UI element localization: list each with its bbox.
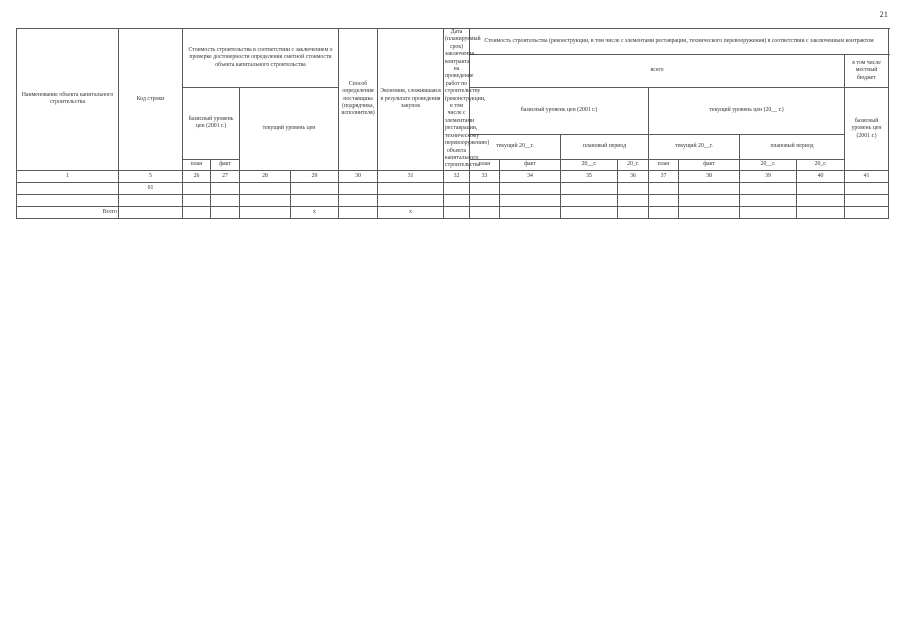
table-cell: [561, 182, 618, 194]
header-plan: план: [183, 159, 211, 170]
total-row: [17, 206, 889, 218]
header-year-b: 20_г.: [618, 159, 649, 170]
column-number: 31: [378, 170, 444, 182]
column-number: 30: [339, 170, 378, 182]
row-code: [119, 206, 183, 218]
table-cell: [797, 182, 845, 194]
column-number: 26: [183, 170, 211, 182]
column-number: 41: [845, 170, 889, 182]
table-cell: [845, 194, 889, 206]
table-cell: [470, 206, 500, 218]
table-cell: [797, 194, 845, 206]
table-cell: [679, 194, 740, 206]
header-cost-verified: Стоимость строительства в соответствии с заключением о проверке достоверности определения сметной стоимости объекта капитального строительства: [183, 29, 339, 88]
header-base-price-level: базисный уровень цен (2001 г.): [183, 88, 240, 160]
table-cell: [740, 194, 797, 206]
header-plan-a: план: [470, 159, 500, 170]
row-object-name: [17, 182, 119, 194]
header-fact: факт: [211, 159, 240, 170]
table-cell: [740, 206, 797, 218]
table-cell: [183, 182, 211, 194]
table-cell: [500, 206, 561, 218]
column-number: 27: [211, 170, 240, 182]
table-cell: [679, 206, 740, 218]
total-label: Всего: [17, 206, 119, 218]
column-number: 38: [679, 170, 740, 182]
table-cell: [378, 194, 444, 206]
header-current-price-level: текущий уровень цен: [240, 88, 339, 171]
table-cell: [183, 194, 211, 206]
header-planned-period-a: плановый период: [561, 134, 649, 159]
table-cell: [444, 182, 470, 194]
construction-cost-table: [16, 28, 889, 219]
column-number: 36: [618, 170, 649, 182]
table-cell: [339, 182, 378, 194]
table-cell: [500, 194, 561, 206]
column-number: 39: [740, 170, 797, 182]
page-number: 21: [879, 9, 888, 19]
table-cell: [339, 206, 378, 218]
table-cell: [211, 194, 240, 206]
column-number: 34: [500, 170, 561, 182]
header-planned-period-b: плановый период: [740, 134, 845, 159]
table-cell: [845, 206, 889, 218]
header-row-code: Код строки: [119, 29, 183, 171]
row-object-name: [17, 194, 119, 206]
table-cell: [649, 182, 679, 194]
table-cell: [649, 194, 679, 206]
table-cell: [291, 194, 339, 206]
header-local-budget: в том числе местный бюджет: [845, 55, 889, 88]
header-total-current-level: текущий уровень цен (20__ г.): [649, 88, 845, 135]
row-code: [119, 194, 183, 206]
table-cell: [561, 194, 618, 206]
table-cell: [618, 182, 649, 194]
table-cell: [240, 194, 291, 206]
table-cell: [240, 206, 291, 218]
table-cell: [378, 182, 444, 194]
header-fact-b: факт: [679, 159, 740, 170]
column-number: 33: [470, 170, 500, 182]
row-code: 01: [119, 182, 183, 194]
table-cell: [291, 182, 339, 194]
column-number: 5: [119, 170, 183, 182]
column-number: 1: [17, 170, 119, 182]
header-fact-a: факт: [500, 159, 561, 170]
table-cell: [649, 206, 679, 218]
header-contract-date: Дата (планируемый срок) заключения контракта на проведение работ по строительству (реконструкции, в том числе с элементами реставрации, техническому перевооружению) объекта капитального строительства: [445, 29, 490, 169]
column-number: 35: [561, 170, 618, 182]
table-cell: [240, 182, 291, 194]
table-cell: [339, 194, 378, 206]
header-procurement-savings: Экономия, сложившаяся в результате проведения закупок: [378, 29, 444, 171]
table-cell: [211, 182, 240, 194]
column-number: 40: [797, 170, 845, 182]
table-cell: [183, 206, 211, 218]
header-supplier-method: Способ определения поставщика (подрядчика, исполнителя): [339, 29, 378, 171]
table-cell: [444, 194, 470, 206]
table-cell: [797, 206, 845, 218]
header-object-name: Наименование объекта капитального строительства: [17, 29, 119, 171]
header-year-a: 20__г.: [561, 159, 618, 170]
table-cell: [470, 194, 500, 206]
table-cell: х: [291, 206, 339, 218]
table-cell: [444, 206, 470, 218]
column-number-row: [17, 170, 889, 182]
header-plan-b: план: [649, 159, 679, 170]
table-cell: [679, 182, 740, 194]
header-local-budget-base: базисный уровень цен (2001 г.): [845, 88, 889, 171]
header-total-base-level: базисный уровень цен (2001 г.): [470, 88, 649, 135]
table-cell: х: [378, 206, 444, 218]
column-number: 29: [291, 170, 339, 182]
table-row: [17, 194, 889, 206]
header-current-year-a: текущий 20__г.: [470, 134, 561, 159]
column-number: 32: [444, 170, 470, 182]
header-year-c: 20__г.: [740, 159, 797, 170]
header-current-year-b: текущий 20__г.: [649, 134, 740, 159]
header-year-d: 20_г.: [797, 159, 845, 170]
table-cell: [561, 206, 618, 218]
table-cell: [500, 182, 561, 194]
header-total: всего: [470, 55, 845, 88]
table-cell: [618, 194, 649, 206]
table-cell: [618, 206, 649, 218]
column-number: 37: [649, 170, 679, 182]
table-cell: [470, 182, 500, 194]
table-cell: [211, 206, 240, 218]
header-cost-per-contract: Стоимость строительства (реконструкции, в том числе с элементами реставрации, технического перевооружения) в соответствии с заключенным контрактом: [470, 29, 889, 55]
table-row: [17, 182, 889, 194]
table-cell: [845, 182, 889, 194]
column-number: 28: [240, 170, 291, 182]
table-cell: [740, 182, 797, 194]
